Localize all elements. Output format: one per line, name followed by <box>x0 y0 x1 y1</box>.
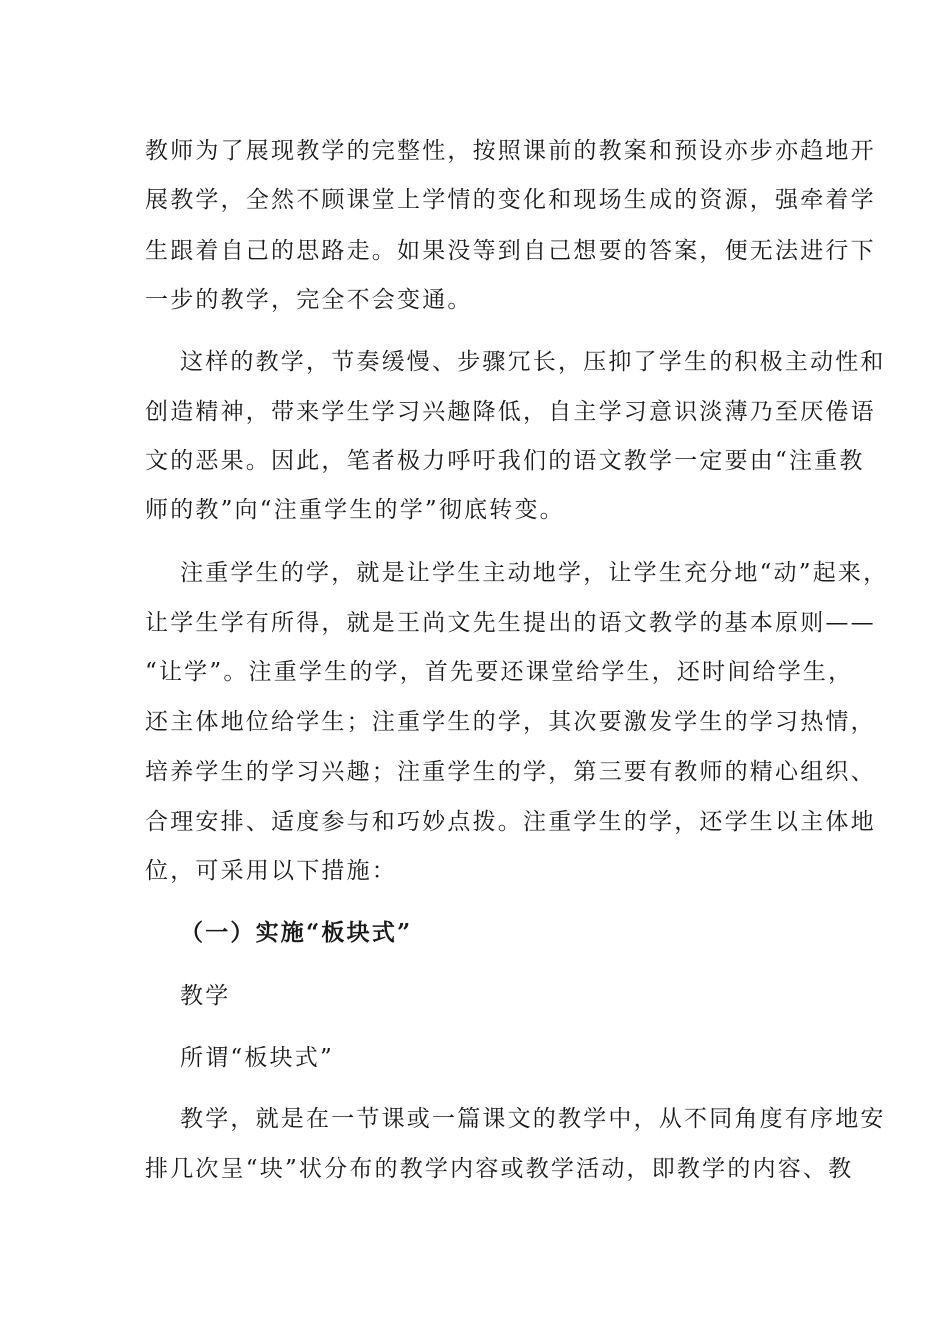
paragraph-2-line-2: 创造精神，带来学生学习兴趣降低，自主学习意识淡薄乃至厌倦语 <box>145 399 876 425</box>
paragraph-2-line-4: 师的教”向“注重学生的学”彻底转变。 <box>145 497 565 523</box>
paragraph-1-line-1: 教师为了展现教学的完整性，按照课前的教案和预设亦步亦趋地开 <box>145 138 876 164</box>
paragraph-4-line-2: 排几次呈“块”状分布的教学内容或教学活动，即教学的内容、教 <box>145 1156 854 1182</box>
paragraph-2-line-1: 这样的教学，节奏缓慢、步骤冗长，压抑了学生的积极主动性和 <box>180 349 886 375</box>
section-heading: （一）实施“板块式” <box>180 919 413 946</box>
paragraph-4-line-1: 教学，就是在一节课或一篇课文的教学中，从不同角度有序地安 <box>180 1106 886 1132</box>
paragraph-3-line-2: 让学生学有所得，就是王尚文先生提出的语文教学的基本原则—— <box>145 610 876 636</box>
paragraph-1-line-2: 展教学，全然不顾课堂上学情的变化和现场生成的资源，强牵着学 <box>145 187 876 213</box>
heading-continuation: 教学 <box>180 983 231 1009</box>
paragraph-1-line-4: 一步的教学，完全不会变通。 <box>145 287 473 313</box>
paragraph-2-line-3: 文的恶果。因此，笔者极力呼吁我们的语文教学一定要由“注重教 <box>145 448 865 474</box>
paragraph-3-line-1: 注重学生的学，就是让学生主动地学，让学生充分地“动”起来， <box>180 560 889 586</box>
paragraph-3-line-4: 还主体地位给学生；注重学生的学，其次要激发学生的学习热情， <box>145 709 876 735</box>
paragraph-3-line-7: 位，可采用以下措施： <box>145 858 397 884</box>
definition-lead: 所谓“板块式” <box>180 1045 334 1071</box>
paragraph-3-line-5: 培养学生的学习兴趣；注重学生的学，第三要有教师的精心组织、 <box>145 759 876 785</box>
paragraph-3-line-6: 合理安排、适度参与和巧妙点拨。注重学生的学，还学生以主体地 <box>145 809 876 835</box>
paragraph-3-line-3: “让学”。注重学生的学，首先要还课堂给学生，还时间给学生， <box>145 659 854 685</box>
paragraph-1-line-3: 生跟着自己的思路走。如果没等到自己想要的答案，便无法进行下 <box>145 238 876 264</box>
